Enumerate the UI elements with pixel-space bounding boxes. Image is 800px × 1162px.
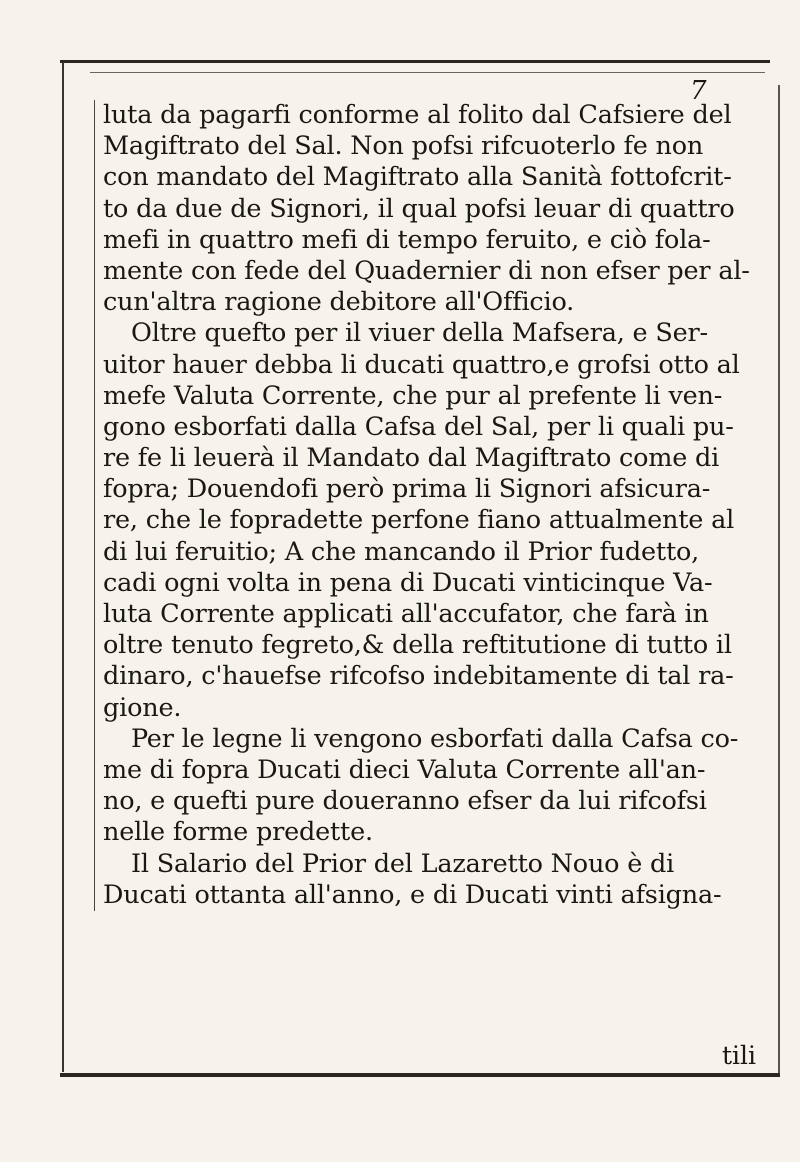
top-border-rule — [60, 60, 770, 63]
bottom-border-rule — [60, 1073, 780, 1077]
text-line: gono esborfati dalla Cafsa del Sal, per li quali pu- — [103, 411, 734, 442]
text-line: di lui feruitio; A che mancando il Prior fudetto, — [103, 536, 700, 567]
text-line: con mandato del Magiftrato alla Sanità fottofcrit- — [103, 162, 732, 193]
body-text — [94, 100, 775, 911]
text-line: cadi ogni volta in pena di Ducati vinticinque Va- — [103, 567, 713, 598]
text-line: re, che le fopradette perfone fiano attualmente al — [103, 505, 735, 536]
paragraph-start-line: Oltre quefto per il viuer della Mafsera, e Ser- — [131, 318, 708, 349]
text-line: mefi in quattro mefi di tempo feruito, e ciò fola- — [103, 224, 711, 255]
text-line: no, e quefti pure doueranno efser da lui rifcofsi — [103, 786, 707, 817]
text-line: Magiftrato del Sal. Non pofsi rifcuoterlo fe non — [103, 131, 704, 162]
left-border — [62, 62, 64, 1072]
text-line: luta Corrente applicati all'accufator, che farà in — [103, 599, 709, 629]
text-line: re fe li leuerà il Mandato dal Magiftrato come di — [103, 443, 720, 474]
text-line: luta da pagarfi conforme al folito dal Cafsiere del — [103, 100, 732, 130]
paragraph-start-line: Il Salario del Prior del Lazaretto Nouo è di — [131, 848, 675, 879]
text-line: nelle forme predette. — [103, 817, 373, 848]
text-line: dinaro, c'hauefse rifcofso indebitamente di tal ra- — [103, 661, 734, 692]
text-line: me di fopra Ducati dieci Valuta Corrente all'an- — [103, 754, 706, 785]
text-line: cun'altra ragione debitore all'Officio. — [103, 287, 575, 318]
paragraph-start-line: Per le legne li vengono esborfati dalla Cafsa co- — [131, 723, 739, 754]
header-rule — [90, 72, 765, 73]
text-line: gione. — [103, 692, 182, 723]
text-line: uitor hauer debba li ducati quattro,e grofsi otto al — [103, 349, 740, 380]
text-line: mefe Valuta Corrente, che pur al prefente li ven- — [103, 380, 723, 411]
right-border — [778, 85, 780, 1075]
catchword: tili — [722, 1041, 757, 1070]
text-line: Ducati ottanta all'anno, e di Ducati vinti afsigna- — [103, 879, 722, 910]
text-line: to da due de Signori, il qual pofsi leuar di quattro — [103, 193, 735, 224]
text-line: oltre tenuto fegreto,& della reftitutione di tutto il — [103, 630, 732, 661]
text-line: mente con fede del Quadernier di non efser per al- — [103, 255, 750, 286]
page-number: 7 — [690, 76, 707, 106]
text-line: fopra; Douendofi però prima li Signori afsicura- — [103, 474, 711, 505]
